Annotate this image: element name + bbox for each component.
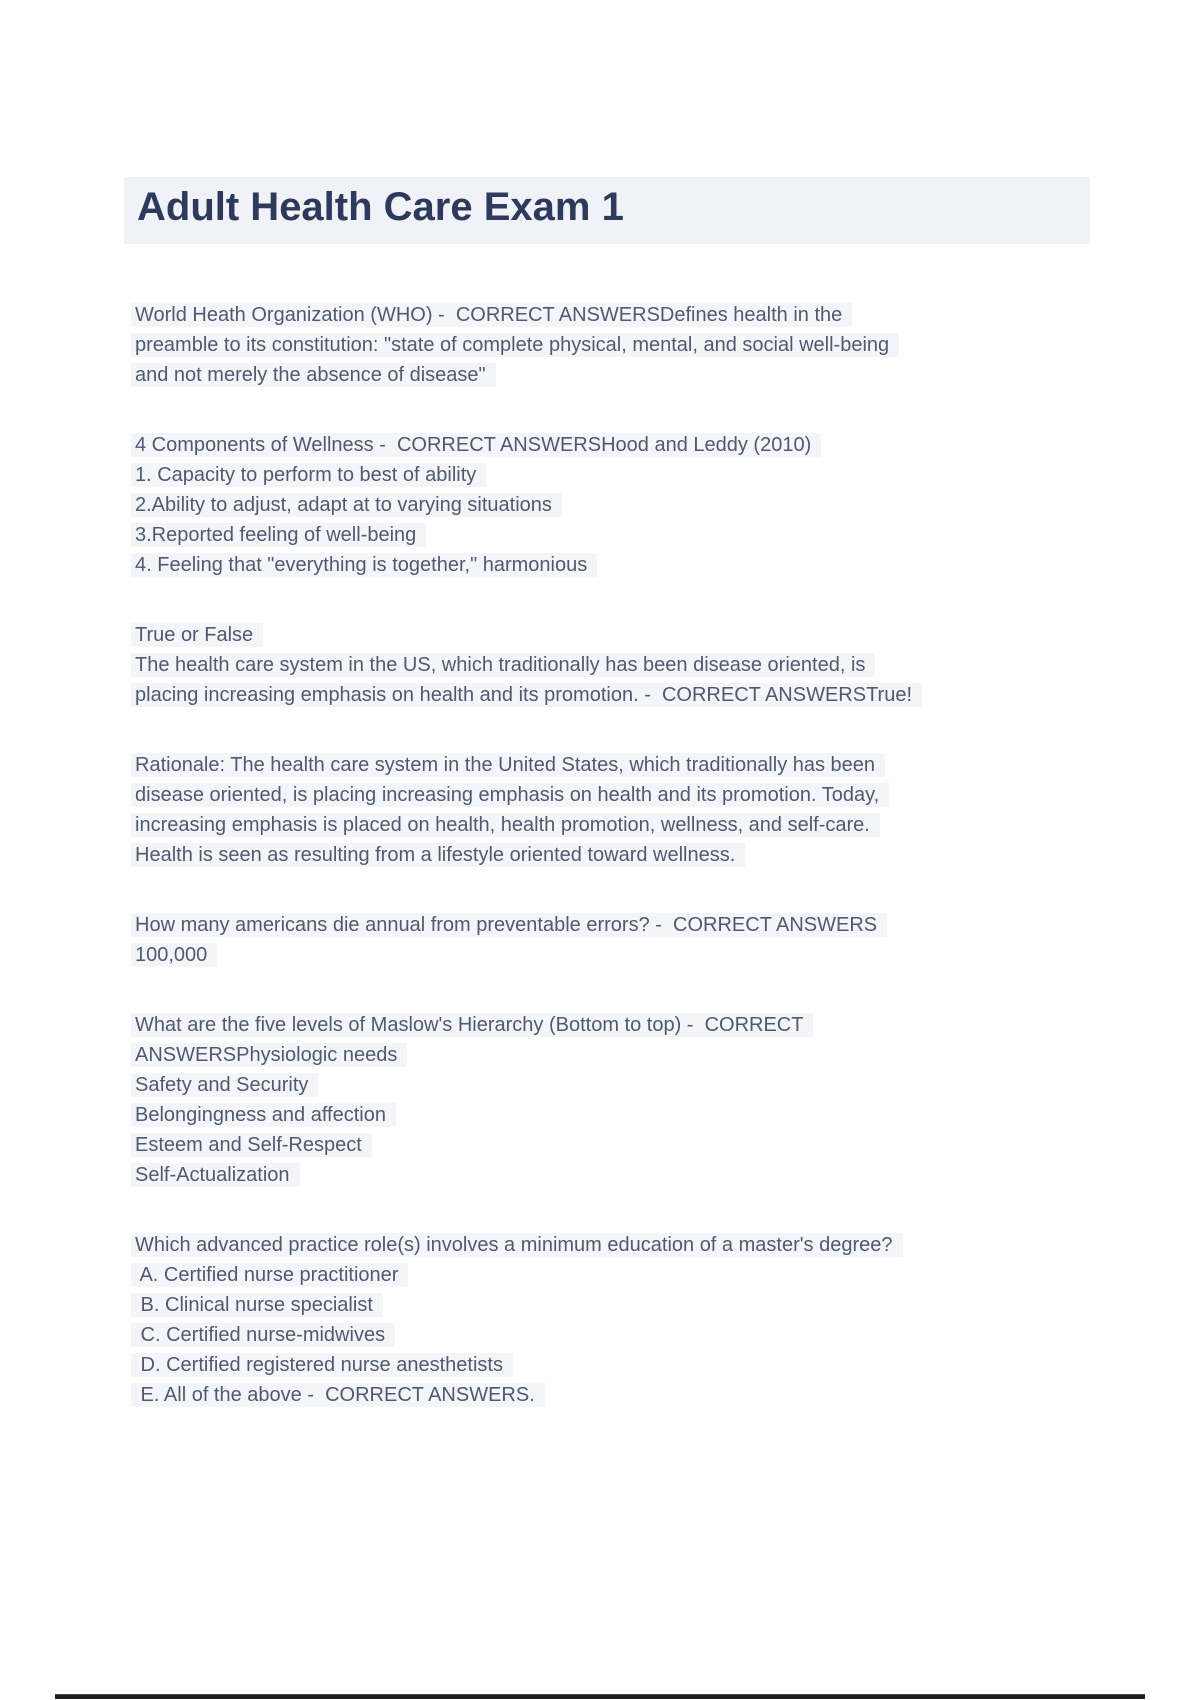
text-line [135,490,1145,520]
text-line-highlight: Which advanced practice role(s) involves a minimum education of a master's degree? [131,1233,903,1257]
text-line [135,550,1145,580]
text-line-highlight: E. All of the above - CORRECT ANSWERS. [131,1383,545,1407]
text-line-highlight: A. Certified nurse practitioner [131,1263,408,1287]
text-line-highlight: 4. Feeling that "everything is together," harmonious [131,553,597,577]
qa-paragraph [135,750,1145,870]
text-line-highlight: 2.Ability to adjust, adapt at to varying situations [131,493,562,517]
text-line [135,1130,1145,1160]
qa-paragraph [135,1230,1145,1410]
text-line [135,360,1145,390]
text-line-highlight: B. Clinical nurse specialist [131,1293,383,1317]
page-title: Adult Health Care Exam 1 [137,185,624,229]
text-line [135,910,1145,940]
qa-paragraph [135,1010,1145,1190]
text-line [135,1260,1145,1290]
text-line-highlight: 1. Capacity to perform to best of ability [131,463,486,487]
text-line [135,1040,1145,1070]
text-line [135,520,1145,550]
text-line-highlight: Belongingness and affection [131,1103,396,1127]
text-line [135,1230,1145,1260]
text-line [135,840,1145,870]
text-line [135,460,1145,490]
text-line-highlight: What are the five levels of Maslow's Hierarchy (Bottom to top) - CORRECT [131,1013,813,1037]
text-line [135,650,1145,680]
document-title-bar [124,177,1090,244]
text-line-highlight: Safety and Security [131,1073,318,1097]
text-line-highlight: disease oriented, is placing increasing emphasis on health and its promotion. Today, [131,783,889,807]
text-line [135,940,1145,970]
text-line [135,810,1145,840]
text-line-highlight: C. Certified nurse-midwives [131,1323,395,1347]
text-line [135,1010,1145,1040]
text-line-highlight: Esteem and Self-Respect [131,1133,372,1157]
qa-paragraph [135,910,1145,970]
text-line [135,680,1145,710]
text-line [135,1350,1145,1380]
text-line [135,300,1145,330]
text-line-highlight: and not merely the absence of disease" [131,363,496,387]
text-line [135,1290,1145,1320]
text-line-highlight: D. Certified registered nurse anesthetists [131,1353,513,1377]
page-bottom-divider [55,1694,1145,1699]
text-line-highlight: placing increasing emphasis on health and its promotion. - CORRECT ANSWERSTrue! [131,683,922,707]
document-body [135,300,1145,1410]
text-line-highlight: 4 Components of Wellness - CORRECT ANSWERSHood and Leddy (2010) [131,433,821,457]
qa-paragraph [135,300,1145,390]
text-line-highlight: How many americans die annual from preventable errors? - CORRECT ANSWERS [131,913,887,937]
text-line-highlight: World Heath Organization (WHO) - CORRECT ANSWERSDefines health in the [131,303,852,327]
text-line-highlight: True or False [131,623,263,647]
text-line [135,750,1145,780]
text-line-highlight: preamble to its constitution: "state of complete physical, mental, and social well-being [131,333,899,357]
text-line-highlight: Rationale: The health care system in the United States, which traditionally has been [131,753,885,777]
text-line [135,780,1145,810]
text-line [135,430,1145,460]
text-line-highlight: 100,000 [131,943,217,967]
text-line-highlight: increasing emphasis is placed on health, health promotion, wellness, and self-care. [131,813,880,837]
text-line [135,620,1145,650]
text-line [135,330,1145,360]
text-line-highlight: Health is seen as resulting from a lifestyle oriented toward wellness. [131,843,745,867]
text-line-highlight: Self-Actualization [131,1163,300,1187]
text-line-highlight: The health care system in the US, which traditionally has been disease oriented, is [131,653,875,677]
qa-paragraph [135,430,1145,580]
text-line [135,1320,1145,1350]
text-line [135,1380,1145,1410]
text-line [135,1160,1145,1190]
text-line-highlight: ANSWERSPhysiologic needs [131,1043,407,1067]
text-line [135,1100,1145,1130]
text-line [135,1070,1145,1100]
qa-paragraph [135,620,1145,710]
text-line-highlight: 3.Reported feeling of well-being [131,523,426,547]
